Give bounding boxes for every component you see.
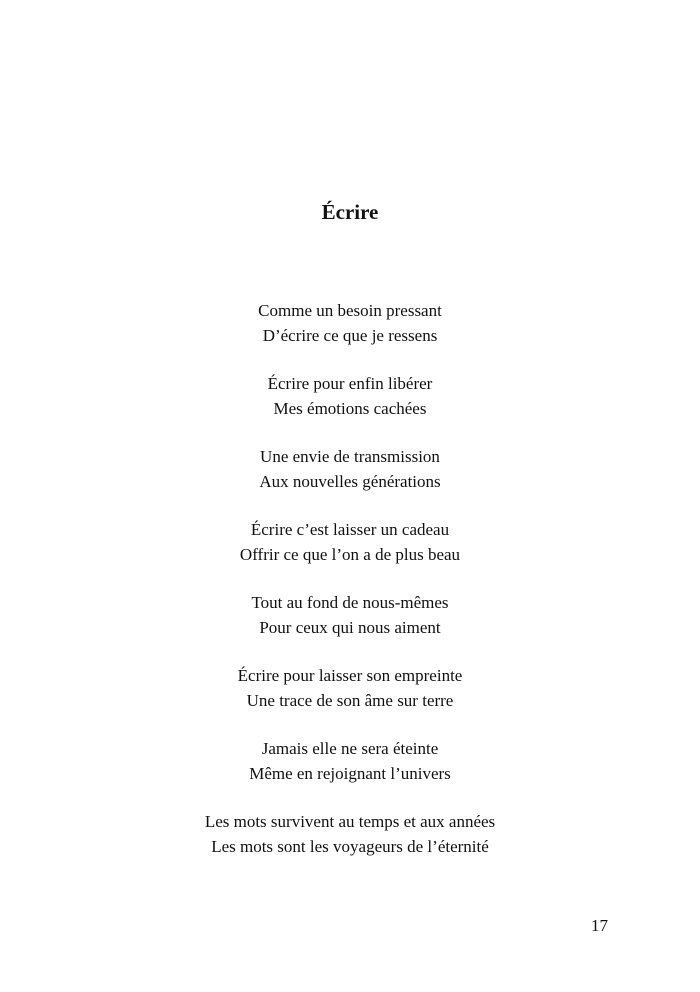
poem-line: Pour ceux qui nous aiment xyxy=(259,617,441,637)
poem-line: Tout au fond de nous-mêmes xyxy=(251,593,449,612)
page-number: 17 xyxy=(591,916,608,935)
poem-line: Jamais elle ne sera éteinte xyxy=(261,739,439,758)
poem-line: Même en rejoignant l’univers xyxy=(249,763,451,783)
poem-line: D’écrire ce que je ressens xyxy=(262,325,438,345)
poem-line: Une trace de son âme sur terre xyxy=(246,690,454,710)
poem-line: Écrire pour laisser son empreinte xyxy=(237,666,463,685)
poem-line: Aux nouvelles générations xyxy=(259,471,441,491)
stanza-4 xyxy=(0,518,700,567)
stanza-3 xyxy=(0,445,700,494)
poem-line: Mes émotions cachées xyxy=(273,398,427,418)
poem-line: Les mots survivent au temps et aux années xyxy=(204,812,496,831)
poem-line: Les mots sont les voyageurs de l’éternité xyxy=(211,836,489,856)
poem-body xyxy=(0,299,700,859)
stanza-7 xyxy=(0,737,700,786)
poem-title: Écrire xyxy=(321,200,379,224)
poem-line: Une envie de transmission xyxy=(260,447,440,466)
poem-line: Comme un besoin pressant xyxy=(258,301,442,320)
poem-line: Offrir ce que l’on a de plus beau xyxy=(239,544,461,564)
stanza-5 xyxy=(0,591,700,640)
poem-line: Écrire c’est laisser un cadeau xyxy=(250,520,450,539)
stanza-1 xyxy=(0,299,700,348)
stanza-8 xyxy=(0,810,700,859)
stanza-6 xyxy=(0,664,700,713)
poem-line: Écrire pour enfin libérer xyxy=(267,374,433,393)
stanza-2 xyxy=(0,372,700,421)
